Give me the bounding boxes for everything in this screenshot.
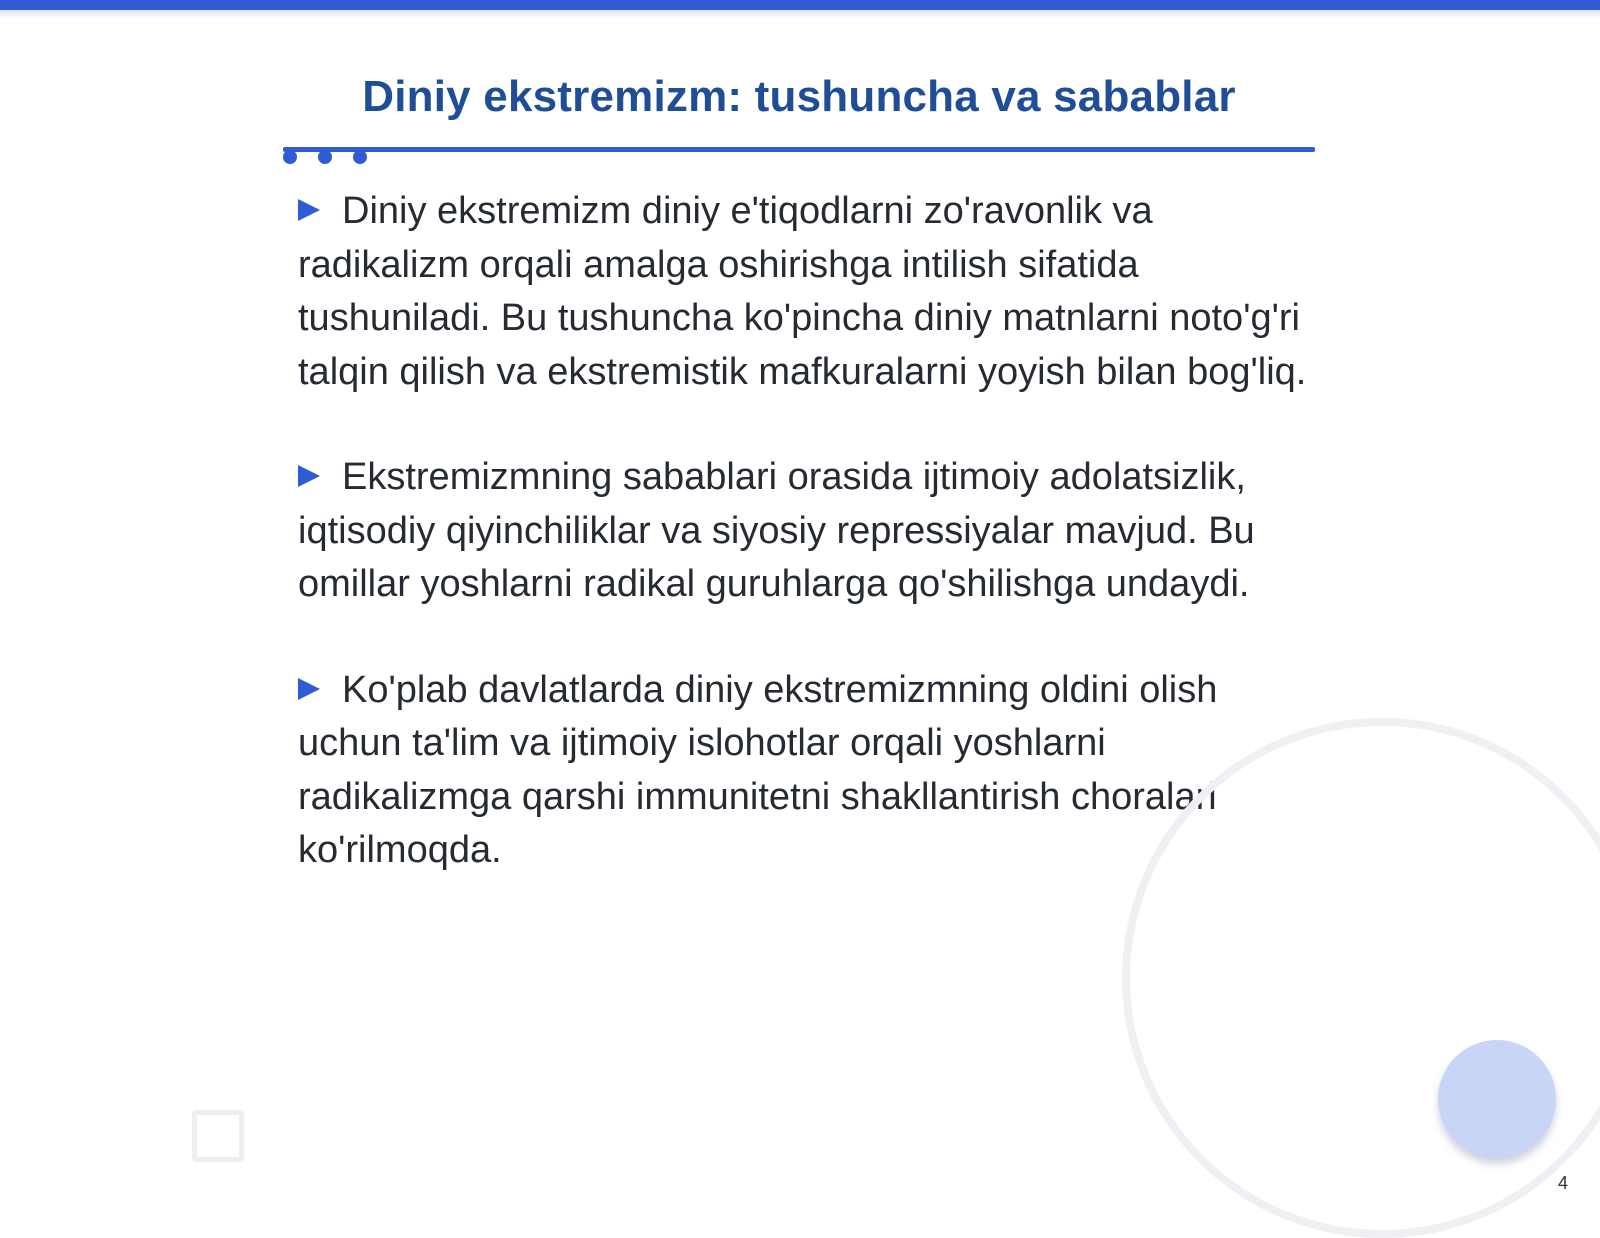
top-accent-shadow bbox=[0, 10, 1600, 18]
title-underline bbox=[283, 147, 1315, 152]
top-accent-bar bbox=[0, 0, 1600, 10]
decorative-square bbox=[192, 1110, 244, 1162]
slide-title: Diniy ekstremizm: tushuncha va sabablar bbox=[362, 72, 1236, 121]
triangle-right-icon bbox=[298, 199, 320, 221]
dot-icon bbox=[283, 150, 297, 164]
title-underline-dots bbox=[283, 150, 373, 166]
dot-icon bbox=[353, 150, 367, 164]
bullet-text: Ko'plab davlatlarda diniy ekstremizmning oldini olish uchun ta'lim va ijtimoiy islohotlar orqali yoshlarni radikalizmga qarshi immunitetni shakllantirish choralari ko'rilmoqda. bbox=[298, 668, 1218, 871]
bullet-item bbox=[298, 185, 1328, 399]
bullet-text: Ekstremizmning sabablari orasida ijtimoiy adolatsizlik, iqtisodiy qiyinchiliklar va siyosiy repressiyalar mavjud. Bu omillar yoshlarni radikal guruhlarga qo'shilishga undaydi. bbox=[298, 456, 1255, 605]
dot-icon bbox=[318, 150, 332, 164]
triangle-right-icon bbox=[298, 465, 320, 487]
bullet-text: Diniy ekstremizm diniy e'tiqodlarni zo'ravonlik va radikalizm orqali amalga oshirishga intilish sifatida tushuniladi. Bu tushuncha ko'pincha diniy matnlarni noto'g'ri talqin qilish va ekstremistik mafkuralarni yoyish bilan bog'liq. bbox=[298, 190, 1307, 393]
page-number: 4 bbox=[1557, 1173, 1568, 1193]
decorative-circle bbox=[1438, 1040, 1556, 1158]
triangle-right-icon bbox=[298, 678, 320, 700]
bullet-item bbox=[298, 451, 1328, 612]
bullet-list bbox=[298, 185, 1328, 930]
